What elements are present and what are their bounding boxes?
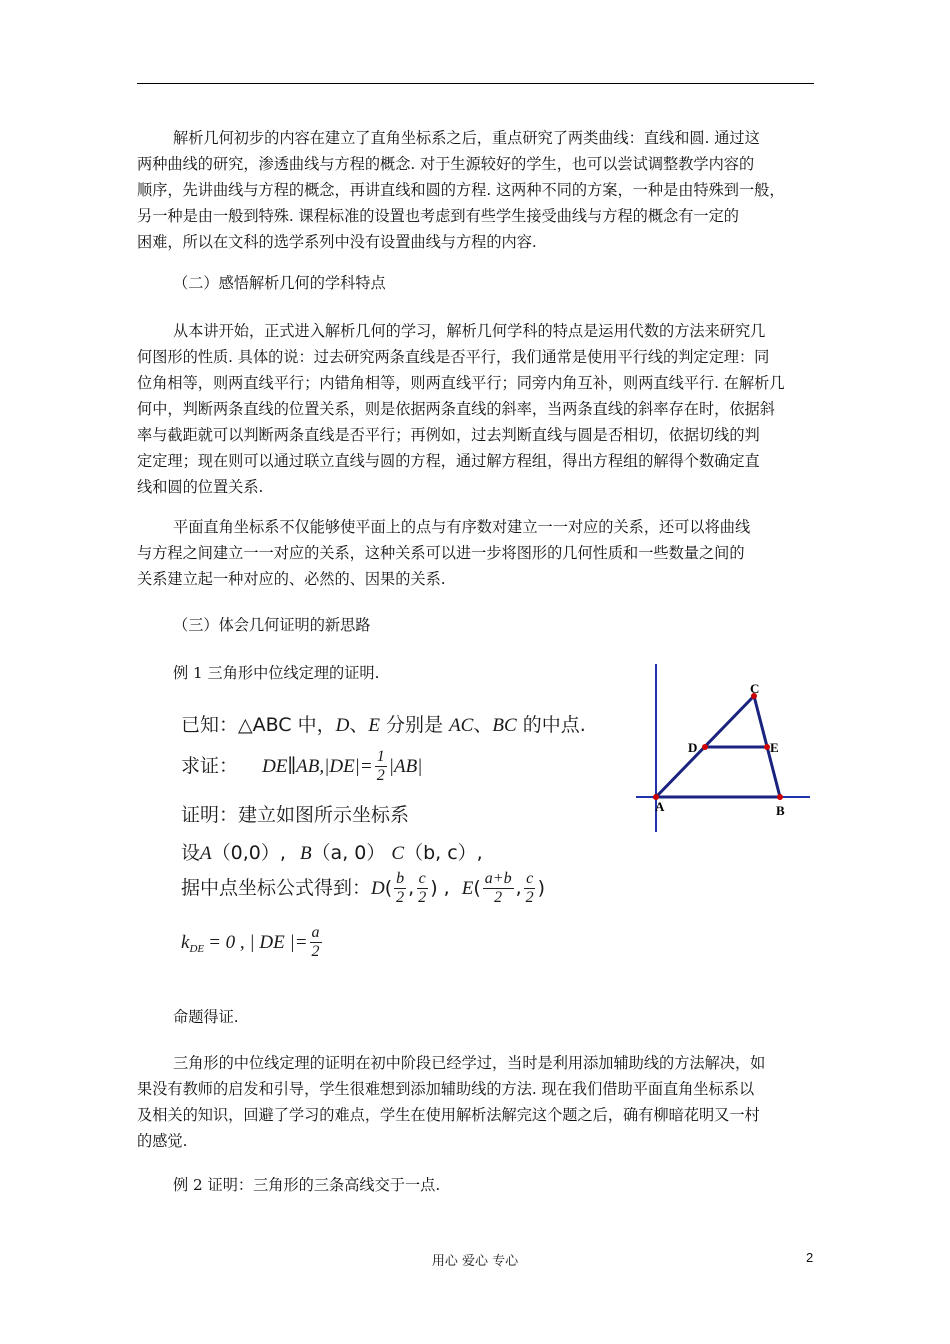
text-line: 两种曲线的研究，渗透曲线与方程的概念. 对于生源较好的学生，也可以尝试调整教学内容的 (137, 155, 755, 173)
text-line: 平面直角坐标系不仅能够使平面上的点与有序数对建立一一对应的关系，还可以将曲线 (173, 518, 751, 536)
section-heading-2: （二）感悟解析几何的学科特点 (173, 274, 386, 292)
label-d: D (688, 740, 698, 755)
text-line: 另一种是由一般到特殊. 课程标准的设置也考虑到有些学生接受曲线与方程的概念有一定的 (137, 207, 739, 225)
page-number: 2 (806, 1250, 814, 1265)
fraction: $\frac{1}{2}$ (376, 748, 385, 784)
text-line: 线和圆的位置关系. (137, 478, 264, 496)
triangle-figure (632, 660, 812, 835)
label-e: E (770, 740, 779, 755)
text-line: 率与截距就可以判断两条直线是否平行；再例如，过去判断直线与圆是否相切，依据切线的判 (137, 426, 760, 444)
text-line: 何中，判断两条直线的位置关系，则是依据两条直线的斜率，当两条直线的斜率存在时，依据斜 (137, 400, 775, 418)
text-line: 困难，所以在文科的选学系列中没有设置曲线与方程的内容. (137, 233, 537, 251)
point-d (702, 744, 708, 750)
text-line: 定定理；现在则可以通过联立直线与圆的方程，通过解方程组，得出方程组的解得个数确定直 (137, 452, 760, 470)
section-heading-3: （三）体会几何证明的新思路 (173, 616, 371, 634)
text-line: 顺序，先讲曲线与方程的概念，再讲直线和圆的方程. 这两种不同的方案，一种是由特殊到一般， (137, 181, 785, 199)
conclusion: 命题得证. (173, 1008, 239, 1026)
text-line: 从本讲开始，正式进入解析几何的学习，解析几何学科的特点是运用代数的方法来研究几 (173, 322, 766, 340)
point-b (777, 794, 783, 800)
text-line: 位角相等，则两直线平行；内错角相等，则两直线平行；同旁内角互补，则两直线平行. 在解析几 (137, 374, 785, 392)
paragraph-4 (137, 1050, 817, 1154)
coordinates-line: 设A（0,0）, B（a, 0） C（b, c）, (181, 842, 483, 864)
text-line: 三角形的中位线定理的证明在初中阶段已经学过，当时是利用添加辅助线的方法解决，如 (173, 1054, 766, 1072)
text-line: 何图形的性质. 具体的说：过去研究两条直线是否平行，我们通常是使用平行线的判定定理：同 (137, 348, 770, 366)
midpoint-line: 据中点坐标公式得到：D( $\frac{b}{2}$ , $\frac{c}{2}$ ) , E( $\frac{a+b}{2}$ , $\frac{c}{2}$ ) (181, 870, 546, 906)
proof-block (173, 702, 613, 972)
header-rule (137, 83, 814, 84)
label-b: B (776, 803, 785, 818)
slope-line: $k_{DE} = 0$ , | DE |= $\frac{a}{2}$ (181, 924, 320, 960)
paragraph-3 (137, 514, 817, 592)
proof-label: 证明：建立如图所示坐标系 (181, 804, 410, 826)
label-c: C (750, 681, 760, 696)
text-line: 与方程之间建立一一对应的关系，这种关系可以进一步将图形的几何性质和一些数量之间的 (137, 544, 745, 562)
paragraph-1 (137, 125, 817, 255)
text-line: 及相关的知识，回避了学习的难点，学生在使用解析法解完这个题之后，确有柳暗花明又一村 (137, 1106, 760, 1124)
label-a: A (655, 799, 665, 814)
example-2-title: 例 2 证明：三角形的三条高线交于一点. (173, 1176, 441, 1194)
text-line: 解析几何初步的内容在建立了直角坐标系之后，重点研究了两类曲线：直线和圆. 通过这 (173, 129, 760, 147)
text-line: 关系建立起一种对应的、必然的、因果的关系. (137, 570, 446, 588)
text-line: 果没有教师的启发和引导，学生很难想到添加辅助线的方法. 现在我们借助平面直角坐标系以 (137, 1080, 755, 1098)
paragraph-2 (137, 318, 817, 500)
prove-line: 求证： DE∥AB,|DE|= $\frac{1}{2}$ |AB| (181, 748, 423, 784)
example-1-title: 例 1 三角形中位线定理的证明. (173, 664, 380, 682)
text-line: 的感觉. (137, 1132, 188, 1150)
given-line: 已知：△ABC 中，D、E 分别是 AC、BC 的中点. (181, 714, 586, 736)
page-footer: 用心 爱心 专心 (431, 1254, 519, 1269)
